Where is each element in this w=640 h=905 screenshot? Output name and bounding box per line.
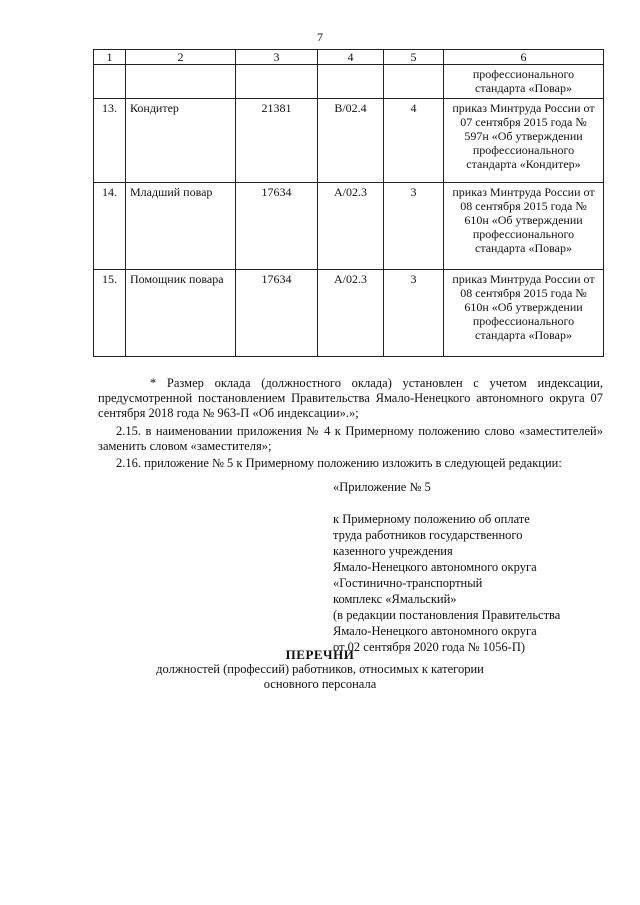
- qualification-level: 4: [384, 99, 444, 183]
- appendix-line: комплекс «Ямальский»: [333, 592, 457, 606]
- appendix-line: к Примерному положению об оплате: [333, 512, 530, 526]
- function-code: А/02.3: [318, 270, 384, 357]
- regulation-doc: профессионального стандарта «Повар»: [444, 65, 604, 99]
- table-footnote: * Размер оклада (должностного оклада) установлен с учетом индексации, предусмотренной постановлением Правительства Ямало-Ненецкого автономного округа 07 сентября 2018 года № 963-П «Об индексации».»;: [98, 376, 603, 420]
- appendix-title: «Приложение № 5: [333, 480, 431, 494]
- function-code: В/02.4: [318, 99, 384, 183]
- paragraph-2-15: 2.15. в наименовании приложения № 4 к Примерному положению слово «заместителей» заменить словом «заместителя»;: [98, 424, 603, 453]
- row-number: 15.: [94, 270, 126, 357]
- paragraph-2-16: 2.16. приложение № 5 к Примерному положению изложить в следующей редакции:: [116, 456, 562, 470]
- regulation-doc: приказ Минтруда России от 08 сентября 2015 года № 610н «Об утверждении профессионального стандарта «Повар»: [444, 183, 604, 270]
- profession-code: [236, 65, 318, 99]
- position-name: Кондитер: [126, 99, 236, 183]
- function-code: А/02.3: [318, 183, 384, 270]
- header-cell: 2: [126, 50, 236, 65]
- position-name: Помощник повара: [126, 270, 236, 357]
- table-row: [94, 99, 604, 183]
- header-cell: 3: [236, 50, 318, 65]
- appendix-header: [333, 479, 613, 655]
- list-subtitle-line: должностей (профессий) работников, относимых к категории: [156, 662, 484, 676]
- qualification-level: 3: [384, 270, 444, 357]
- table-row: [94, 270, 604, 357]
- qualification-level: [384, 65, 444, 99]
- table-row: [94, 183, 604, 270]
- appendix-line: «Гостинично-транспортный: [333, 576, 483, 590]
- row-number: 13.: [94, 99, 126, 183]
- header-cell: 5: [384, 50, 444, 65]
- appendix-line: Ямало-Ненецкого автономного округа: [333, 624, 537, 638]
- positions-table: [93, 49, 604, 357]
- position-name: Младший повар: [126, 183, 236, 270]
- regulation-doc: приказ Минтруда России от 08 сентября 2015 года № 610н «Об утверждении профессионального стандарта «Повар»: [444, 270, 604, 357]
- position-name: [126, 65, 236, 99]
- list-subtitle: [0, 662, 640, 692]
- row-number: 14.: [94, 183, 126, 270]
- table-header-row: [94, 50, 604, 65]
- row-number: [94, 65, 126, 99]
- appendix-line: от 02 сентября 2020 года № 1056-П): [333, 640, 526, 654]
- header-cell: 4: [318, 50, 384, 65]
- page-number: 7: [317, 30, 323, 44]
- list-title: ПЕРЕЧНИ: [285, 647, 355, 662]
- appendix-line: труда работников государственного: [333, 528, 523, 542]
- regulation-doc: приказ Минтруда России от 07 сентября 2015 года № 597н «Об утверждении профессионального стандарта «Кондитер»: [444, 99, 604, 183]
- function-code: [318, 65, 384, 99]
- appendix-line: (в редакции постановления Правительства: [333, 608, 561, 622]
- header-cell: 1: [94, 50, 126, 65]
- qualification-level: 3: [384, 183, 444, 270]
- profession-code: 17634: [236, 183, 318, 270]
- table-row: [94, 65, 604, 99]
- profession-code: 17634: [236, 270, 318, 357]
- appendix-line: казенного учреждения: [333, 544, 453, 558]
- appendix-line: Ямало-Ненецкого автономного округа: [333, 560, 537, 574]
- list-subtitle-line: основного персонала: [263, 677, 377, 691]
- profession-code: 21381: [236, 99, 318, 183]
- header-cell: 6: [444, 50, 604, 65]
